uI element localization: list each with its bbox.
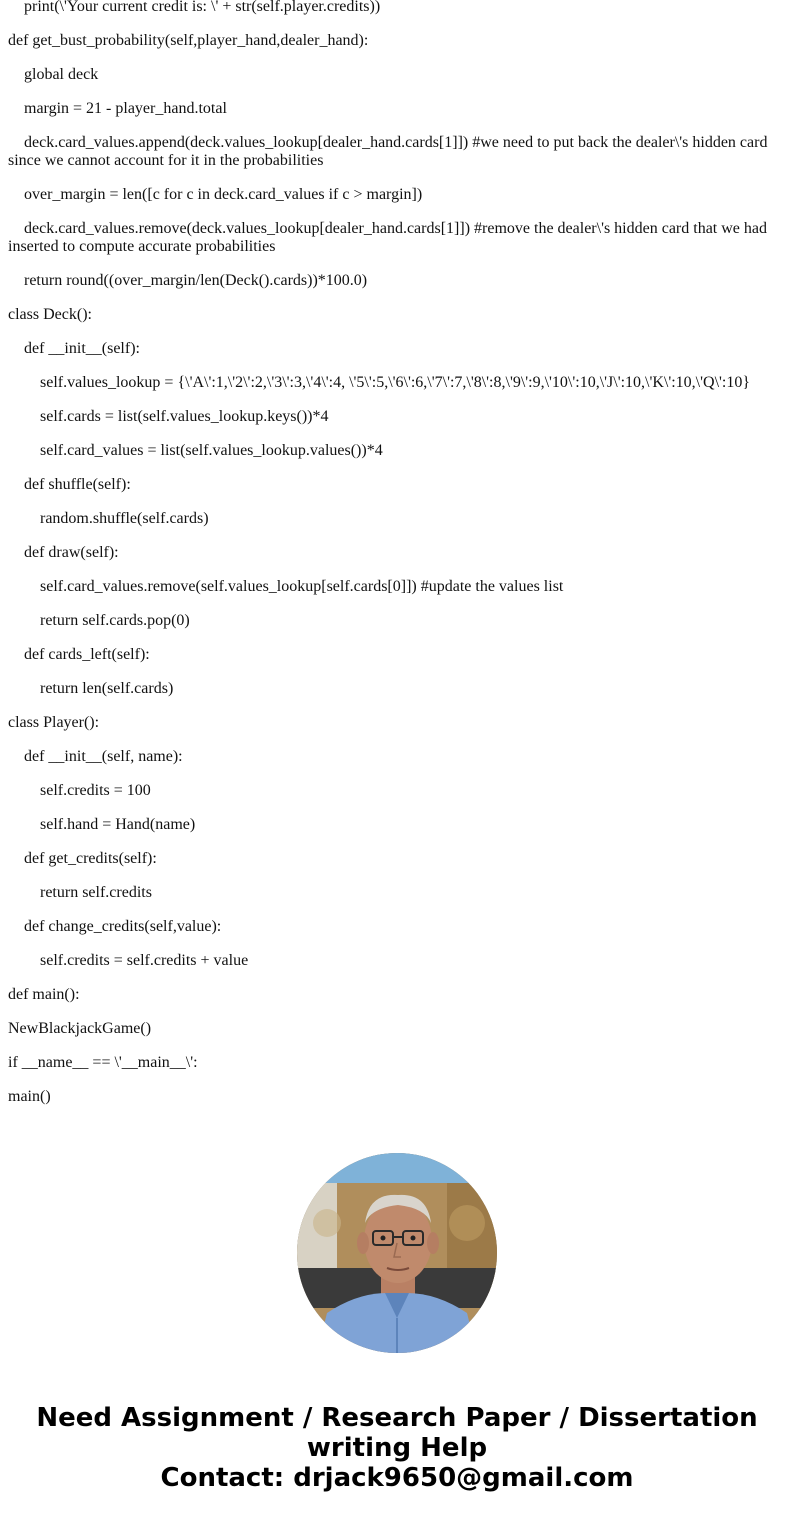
promo-banner [0,1403,794,1493]
code-line: def cards_left(self): [24,646,150,663]
code-line: self.card_values.remove(self.values_lookup[self.cards[0]]) #update the values list [40,578,564,595]
code-line: random.shuffle(self.cards) [40,510,209,527]
code-line: self.cards = list(self.values_lookup.keys())*4 [40,408,329,425]
code-line: self.values_lookup = {\'A\':1,\'2\':2,\'3\':3,\'4\':4, \'5\':5,\'6\':6,\'7\':7,\'8\':8,\'9\':9,\'10\':10,\'J\':10,\'K\':10,\'Q\':10} [40,374,751,391]
code-line: global deck [24,66,99,83]
code-line: def __init__(self, name): [24,748,183,765]
code-line: def draw(self): [24,544,119,561]
author-photo-illustration [297,1153,497,1353]
code-line: return self.credits [40,884,152,901]
code-line: deck.card_values.append(deck.values_lookup[dealer_hand.cards[1]]) #we need to put back the dealer\'s hidden card since we cannot account for it in the probabilities [8,134,768,169]
code-listing [8,0,786,1122]
code-line: def get_credits(self): [24,850,157,867]
code-line: self.credits = 100 [40,782,151,799]
code-line: def __init__(self): [24,340,140,357]
code-line: self.credits = self.credits + value [40,952,249,969]
code-line: def get_bust_probability(self,player_hand,dealer_hand): [8,32,369,49]
code-line: self.card_values = list(self.values_lookup.values())*4 [40,442,383,459]
promo-line-2: writing Help [306,1433,488,1463]
promo-contact-line: Contact: drjack9650@gmail.com [160,1463,634,1493]
promo-line-1: Need Assignment / Research Paper / Dissertation [36,1403,758,1433]
code-line: class Player(): [8,714,100,731]
code-line: def shuffle(self): [24,476,131,493]
code-line: deck.card_values.remove(deck.values_lookup[dealer_hand.cards[1]]) #remove the dealer\'s hidden card that we had inserted to compute accurate probabilities [8,220,767,255]
code-line: return round((over_margin/len(Deck().cards))*100.0) [24,272,368,289]
code-line: return self.cards.pop(0) [40,612,190,629]
code-line: main() [8,1088,51,1105]
code-line: margin = 21 - player_hand.total [24,100,227,117]
code-line: print(\'Your current credit is: \' + str(self.player.credits)) [24,0,381,15]
author-avatar [297,1153,497,1353]
code-line: NewBlackjackGame() [8,1020,152,1037]
code-line: over_margin = len([c for c in deck.card_values if c > margin]) [24,186,423,203]
code-line: def main(): [8,986,80,1003]
code-line: def change_credits(self,value): [24,918,222,935]
code-line: if __name__ == \'__main__\': [8,1054,198,1071]
code-line: return len(self.cards) [40,680,174,697]
code-line: class Deck(): [8,306,92,323]
code-line: self.hand = Hand(name) [40,816,196,833]
